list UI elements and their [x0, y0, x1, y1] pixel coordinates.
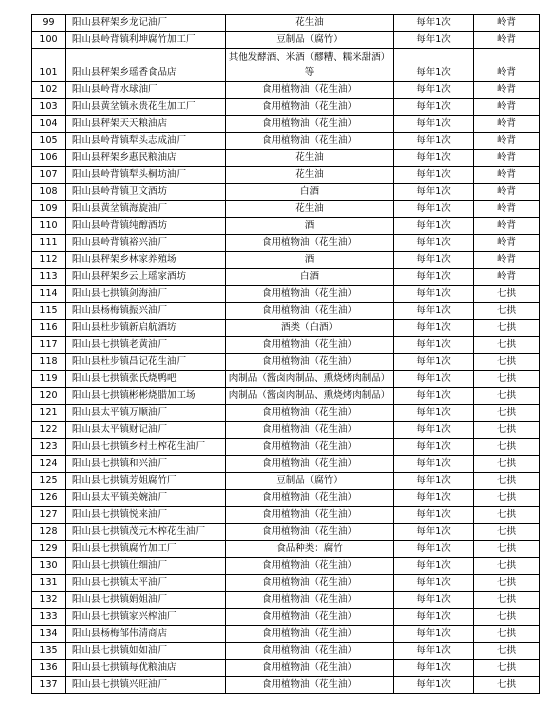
- company-name-cell: 阳山县七拱镇兴旺油厂: [66, 677, 226, 694]
- row-number-cell: 134: [32, 626, 66, 643]
- inspection-frequency-cell: 每年1次: [394, 609, 474, 626]
- company-name-cell: 阳山县七拱镇张氏烧鸭吧: [66, 371, 226, 388]
- table-row: [32, 541, 540, 558]
- inspection-frequency-cell: 每年1次: [394, 320, 474, 337]
- row-number-cell: 130: [32, 558, 66, 575]
- row-number-cell: 125: [32, 473, 66, 490]
- town-cell: 岭背: [474, 32, 540, 49]
- company-name-cell: 阳山县黄坌镇海旋油厂: [66, 201, 226, 218]
- company-name-cell: 阳山县岭背镇利坤腐竹加工厂: [66, 32, 226, 49]
- row-number-cell: 115: [32, 303, 66, 320]
- company-name-cell: 阳山县七拱镇芳姐腐竹厂: [66, 473, 226, 490]
- product-category-cell: 食用植物油（花生油）: [226, 558, 394, 575]
- company-name-cell: 阳山县太平镇财记油厂: [66, 422, 226, 439]
- row-number-cell: 120: [32, 388, 66, 405]
- enterprise-table: [31, 14, 540, 694]
- table-row: [32, 507, 540, 524]
- inspection-frequency-cell: 每年1次: [394, 592, 474, 609]
- inspection-frequency-cell: 每年1次: [394, 524, 474, 541]
- table-row: [32, 235, 540, 252]
- company-name-cell: 阳山县秤架乡瑶香食品店: [66, 49, 226, 82]
- inspection-frequency-cell: 每年1次: [394, 252, 474, 269]
- product-category-text: 其他发酵酒、米酒（醪糟、糯米甜酒）等: [228, 52, 391, 78]
- product-category-cell: 花生油: [226, 167, 394, 184]
- product-category-cell: 食用植物油（花生油）: [226, 354, 394, 371]
- table-row: [32, 184, 540, 201]
- company-name-cell: 阳山县七拱镇每优粮油店: [66, 660, 226, 677]
- town-cell: 岭背: [474, 82, 540, 99]
- town-cell: 岭背: [474, 201, 540, 218]
- table-row: [32, 643, 540, 660]
- product-category-cell: 食用植物油（花生油）: [226, 82, 394, 99]
- inspection-frequency-cell: 每年1次: [394, 235, 474, 252]
- row-number-cell: 106: [32, 150, 66, 167]
- product-category-cell: 食用植物油（花生油）: [226, 643, 394, 660]
- inspection-frequency-cell: 每年1次: [394, 286, 474, 303]
- table-row: [32, 371, 540, 388]
- table-row: [32, 677, 540, 694]
- document-sheet: [31, 14, 540, 694]
- row-number-cell: 105: [32, 133, 66, 150]
- row-number-cell: 132: [32, 592, 66, 609]
- company-name-cell: 阳山县太平镇万顺油厂: [66, 405, 226, 422]
- company-name-cell: 阳山县秤架乡云上瑶家酒坊: [66, 269, 226, 286]
- town-cell: 七拱: [474, 490, 540, 507]
- product-category-cell: 食用植物油（花生油）: [226, 626, 394, 643]
- table-row: [32, 354, 540, 371]
- product-category-cell: 酒类（白酒）: [226, 320, 394, 337]
- town-cell: 七拱: [474, 354, 540, 371]
- product-category-cell: 食用植物油（花生油）: [226, 490, 394, 507]
- inspection-frequency-cell: 每年1次: [394, 337, 474, 354]
- company-name-cell: 阳山县太平镇美婉油厂: [66, 490, 226, 507]
- product-category-cell: 食用植物油（花生油）: [226, 133, 394, 150]
- product-category-cell: 食用植物油（花生油）: [226, 337, 394, 354]
- inspection-frequency-cell: 每年1次: [394, 575, 474, 592]
- town-cell: 七拱: [474, 337, 540, 354]
- company-name-cell: 阳山县岭背镇纯醇酒坊: [66, 218, 226, 235]
- row-number-cell: 101: [32, 49, 66, 82]
- town-cell: 岭背: [474, 99, 540, 116]
- inspection-frequency-cell: 每年1次: [394, 82, 474, 99]
- town-cell: 七拱: [474, 677, 540, 694]
- town-cell: 七拱: [474, 473, 540, 490]
- table-row: [32, 439, 540, 456]
- table-row: [32, 558, 540, 575]
- product-category-cell: 食用植物油（花生油）: [226, 303, 394, 320]
- product-category-cell: 食用植物油（花生油）: [226, 116, 394, 133]
- product-category-cell: 食用植物油（花生油）: [226, 660, 394, 677]
- company-name-cell: 阳山县七拱镇茂元木榨花生油厂: [66, 524, 226, 541]
- inspection-frequency-cell: 每年1次: [394, 116, 474, 133]
- row-number-cell: 121: [32, 405, 66, 422]
- table-row: [32, 626, 540, 643]
- town-cell: 七拱: [474, 439, 540, 456]
- table-row: [32, 490, 540, 507]
- inspection-frequency-cell: 每年1次: [394, 660, 474, 677]
- town-cell: 岭背: [474, 218, 540, 235]
- product-category-cell: 食品种类：腐竹: [226, 541, 394, 558]
- town-cell: 岭背: [474, 49, 540, 82]
- inspection-frequency-cell: 每年1次: [394, 388, 474, 405]
- inspection-frequency-cell: 每年1次: [394, 218, 474, 235]
- company-name-cell: 阳山县岭背镇犁头桐坊油厂: [66, 167, 226, 184]
- town-cell: 七拱: [474, 507, 540, 524]
- town-cell: 岭背: [474, 269, 540, 286]
- town-cell: 岭背: [474, 235, 540, 252]
- inspection-frequency-cell: 每年1次: [394, 15, 474, 32]
- inspection-frequency-cell: 每年1次: [394, 643, 474, 660]
- company-name-cell: 阳山县七拱镇彬彬烧腊加工场: [66, 388, 226, 405]
- town-cell: 岭背: [474, 252, 540, 269]
- inspection-frequency-cell: 每年1次: [394, 558, 474, 575]
- table-row: [32, 320, 540, 337]
- company-name-cell: 阳山县杨梅邹伟清商店: [66, 626, 226, 643]
- town-cell: 七拱: [474, 609, 540, 626]
- row-number-cell: 109: [32, 201, 66, 218]
- row-number-cell: 108: [32, 184, 66, 201]
- row-number-cell: 127: [32, 507, 66, 524]
- company-name-cell: 阳山县七拱镇乡村土榨花生油厂: [66, 439, 226, 456]
- town-cell: 岭背: [474, 116, 540, 133]
- table-row: [32, 218, 540, 235]
- town-cell: 七拱: [474, 592, 540, 609]
- row-number-cell: 107: [32, 167, 66, 184]
- town-cell: 七拱: [474, 541, 540, 558]
- product-category-cell: [226, 49, 394, 82]
- table-row: [32, 337, 540, 354]
- row-number-cell: 123: [32, 439, 66, 456]
- company-name-cell: 阳山县七拱镇腐竹加工厂: [66, 541, 226, 558]
- town-cell: 七拱: [474, 303, 540, 320]
- inspection-frequency-cell: 每年1次: [394, 422, 474, 439]
- product-category-cell: 食用植物油（花生油）: [226, 507, 394, 524]
- company-name-cell: 阳山县七拱镇和兴油厂: [66, 456, 226, 473]
- table-row: [32, 15, 540, 32]
- row-number-cell: 102: [32, 82, 66, 99]
- product-category-cell: 酒: [226, 218, 394, 235]
- product-category-cell: 食用植物油（花生油）: [226, 286, 394, 303]
- product-category-cell: 豆制品（腐竹）: [226, 32, 394, 49]
- inspection-frequency-cell: 每年1次: [394, 677, 474, 694]
- town-cell: 七拱: [474, 558, 540, 575]
- company-name-cell: 阳山县杜步镇新启航酒坊: [66, 320, 226, 337]
- company-name-cell: 阳山县七拱镇家兴榨油厂: [66, 609, 226, 626]
- town-cell: 岭背: [474, 15, 540, 32]
- company-name-cell: 阳山县岭背水球油厂: [66, 82, 226, 99]
- table-row: [32, 405, 540, 422]
- inspection-frequency-cell: 每年1次: [394, 49, 474, 82]
- table-row: [32, 609, 540, 626]
- table-row: [32, 269, 540, 286]
- inspection-frequency-cell: 每年1次: [394, 201, 474, 218]
- inspection-frequency-cell: 每年1次: [394, 626, 474, 643]
- table-row: [32, 133, 540, 150]
- inspection-frequency-cell: 每年1次: [394, 456, 474, 473]
- product-category-cell: 肉制品（酱卤肉制品、熏烧烤肉制品）: [226, 371, 394, 388]
- town-cell: 七拱: [474, 524, 540, 541]
- product-category-cell: 豆制品（腐竹）: [226, 473, 394, 490]
- product-category-cell: 食用植物油（花生油）: [226, 592, 394, 609]
- inspection-frequency-cell: 每年1次: [394, 354, 474, 371]
- inspection-frequency-cell: 每年1次: [394, 167, 474, 184]
- town-cell: 岭背: [474, 167, 540, 184]
- table-row: [32, 456, 540, 473]
- town-cell: 七拱: [474, 626, 540, 643]
- row-number-cell: 110: [32, 218, 66, 235]
- inspection-frequency-cell: 每年1次: [394, 269, 474, 286]
- row-number-cell: 122: [32, 422, 66, 439]
- inspection-frequency-cell: 每年1次: [394, 184, 474, 201]
- company-name-cell: 阳山县秤架乡龙记油厂: [66, 15, 226, 32]
- product-category-cell: 白酒: [226, 269, 394, 286]
- company-name-cell: 阳山县秤架天天粮油店: [66, 116, 226, 133]
- table-row: [32, 303, 540, 320]
- table-row: [32, 32, 540, 49]
- product-category-cell: 食用植物油（花生油）: [226, 456, 394, 473]
- table-row: [32, 150, 540, 167]
- inspection-frequency-cell: 每年1次: [394, 371, 474, 388]
- row-number-cell: 124: [32, 456, 66, 473]
- product-category-cell: 食用植物油（花生油）: [226, 99, 394, 116]
- company-name-cell: 阳山县七拱镇如如油厂: [66, 643, 226, 660]
- company-name-cell: 阳山县黄坌镇永贵花生加工厂: [66, 99, 226, 116]
- product-category-cell: 食用植物油（花生油）: [226, 575, 394, 592]
- product-category-cell: 花生油: [226, 15, 394, 32]
- inspection-frequency-cell: 每年1次: [394, 439, 474, 456]
- product-category-cell: 食用植物油（花生油）: [226, 422, 394, 439]
- table-row: [32, 252, 540, 269]
- company-name-cell: 阳山县岭背镇卫文酒坊: [66, 184, 226, 201]
- inspection-frequency-cell: 每年1次: [394, 541, 474, 558]
- row-number-cell: 112: [32, 252, 66, 269]
- row-number-cell: 135: [32, 643, 66, 660]
- inspection-frequency-cell: 每年1次: [394, 303, 474, 320]
- product-category-cell: 白酒: [226, 184, 394, 201]
- row-number-cell: 118: [32, 354, 66, 371]
- inspection-frequency-cell: 每年1次: [394, 99, 474, 116]
- row-number-cell: 131: [32, 575, 66, 592]
- town-cell: 七拱: [474, 286, 540, 303]
- product-category-cell: 花生油: [226, 150, 394, 167]
- row-number-cell: 111: [32, 235, 66, 252]
- product-category-cell: 食用植物油（花生油）: [226, 609, 394, 626]
- product-category-cell: 花生油: [226, 201, 394, 218]
- company-name-cell: 阳山县七拱镇娟姐油厂: [66, 592, 226, 609]
- row-number-cell: 104: [32, 116, 66, 133]
- product-category-cell: 酒: [226, 252, 394, 269]
- product-category-cell: 食用植物油（花生油）: [226, 235, 394, 252]
- inspection-frequency-cell: 每年1次: [394, 473, 474, 490]
- town-cell: 岭背: [474, 150, 540, 167]
- table-row: [32, 116, 540, 133]
- company-name-cell: 阳山县岭背镇犁头志成油厂: [66, 133, 226, 150]
- town-cell: 岭背: [474, 184, 540, 201]
- row-number-cell: 137: [32, 677, 66, 694]
- product-category-cell: 食用植物油（花生油）: [226, 677, 394, 694]
- inspection-frequency-cell: 每年1次: [394, 32, 474, 49]
- town-cell: 七拱: [474, 643, 540, 660]
- table-body: [32, 15, 540, 694]
- row-number-cell: 117: [32, 337, 66, 354]
- company-name-cell: 阳山县七拱镇剑海油厂: [66, 286, 226, 303]
- table-row: [32, 388, 540, 405]
- table-row: [32, 201, 540, 218]
- row-number-cell: 136: [32, 660, 66, 677]
- town-cell: 七拱: [474, 456, 540, 473]
- table-row: [32, 592, 540, 609]
- table-row: [32, 49, 540, 82]
- table-row: [32, 286, 540, 303]
- inspection-frequency-cell: 每年1次: [394, 507, 474, 524]
- inspection-frequency-cell: 每年1次: [394, 133, 474, 150]
- row-number-cell: 114: [32, 286, 66, 303]
- inspection-frequency-cell: 每年1次: [394, 490, 474, 507]
- town-cell: 七拱: [474, 371, 540, 388]
- row-number-cell: 100: [32, 32, 66, 49]
- row-number-cell: 119: [32, 371, 66, 388]
- town-cell: 七拱: [474, 320, 540, 337]
- row-number-cell: 113: [32, 269, 66, 286]
- inspection-frequency-cell: 每年1次: [394, 405, 474, 422]
- town-cell: 七拱: [474, 388, 540, 405]
- table-row: [32, 524, 540, 541]
- company-name-cell: 阳山县七拱镇老黄油厂: [66, 337, 226, 354]
- row-number-cell: 103: [32, 99, 66, 116]
- table-row: [32, 167, 540, 184]
- product-category-cell: 食用植物油（花生油）: [226, 405, 394, 422]
- table-row: [32, 473, 540, 490]
- company-name-cell: 阳山县七拱镇悦来油厂: [66, 507, 226, 524]
- product-category-cell: 食用植物油（花生油）: [226, 439, 394, 456]
- town-cell: 七拱: [474, 660, 540, 677]
- company-name-cell: 阳山县七拱镇仕细油厂: [66, 558, 226, 575]
- table-row: [32, 422, 540, 439]
- company-name-cell: 阳山县七拱镇太平油厂: [66, 575, 226, 592]
- company-name-cell: 阳山县秤架乡林家养殖场: [66, 252, 226, 269]
- table-row: [32, 575, 540, 592]
- row-number-cell: 99: [32, 15, 66, 32]
- row-number-cell: 128: [32, 524, 66, 541]
- row-number-cell: 129: [32, 541, 66, 558]
- row-number-cell: 126: [32, 490, 66, 507]
- town-cell: 七拱: [474, 405, 540, 422]
- table-row: [32, 99, 540, 116]
- inspection-frequency-cell: 每年1次: [394, 150, 474, 167]
- company-name-cell: 阳山县岭背镇裕兴油厂: [66, 235, 226, 252]
- product-category-cell: 食用植物油（花生油）: [226, 524, 394, 541]
- company-name-cell: 阳山县杜步镇昌记花生油厂: [66, 354, 226, 371]
- company-name-cell: 阳山县秤架乡惠民粮油店: [66, 150, 226, 167]
- table-row: [32, 660, 540, 677]
- town-cell: 七拱: [474, 422, 540, 439]
- table-row: [32, 82, 540, 99]
- town-cell: 岭背: [474, 133, 540, 150]
- product-category-cell: 肉制品（酱卤肉制品、熏烧烤肉制品）: [226, 388, 394, 405]
- company-name-cell: 阳山县杨梅镇振兴油厂: [66, 303, 226, 320]
- town-cell: 七拱: [474, 575, 540, 592]
- row-number-cell: 116: [32, 320, 66, 337]
- row-number-cell: 133: [32, 609, 66, 626]
